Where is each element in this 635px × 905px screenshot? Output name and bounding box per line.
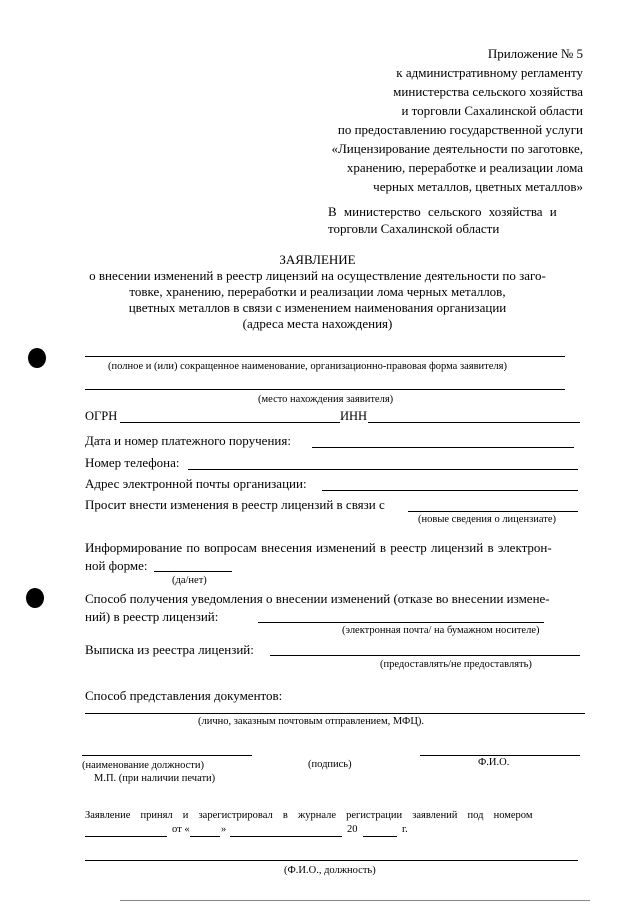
change-request-hint: (новые сведения о лицензиате): [418, 514, 556, 525]
notification-method-label: Способ получения уведомления о внесении изменений (отказе во внесении измене-: [85, 591, 550, 606]
addressee-line: торговли Сахалинской области: [328, 221, 500, 236]
electronic-info-label-cont: ной форме:: [85, 558, 148, 573]
registration-year-prefix: 20: [347, 824, 358, 835]
registry-extract-label: Выписка из реестра лицензий:: [85, 642, 254, 657]
page-edge: [120, 900, 590, 901]
applicant-name-field[interactable]: [85, 356, 565, 357]
payment-order-label: Дата и номер платежного поручения:: [85, 433, 291, 448]
notification-method-hint: (электронная почта/ на бумажном носителе): [342, 625, 540, 636]
registry-extract-hint: (предоставлять/не предоставлять): [380, 659, 532, 670]
appendix-line: министерства сельского хозяйства: [393, 84, 583, 99]
notification-method-label-cont: ний) в реестр лицензий:: [85, 609, 219, 624]
form-subtitle-line: товке, хранению, переработки и реализации лома черных металлов,: [129, 284, 506, 299]
documents-method-field[interactable]: [85, 713, 585, 714]
appendix-line: черных металлов, цветных металлов»: [373, 179, 583, 194]
registration-day-field[interactable]: [190, 836, 220, 837]
form-subtitle-line: о внесении изменений в реестр лицензий на осуществление деятельности по заго-: [89, 268, 546, 283]
form-subtitle-line: (адреса места нахождения): [242, 316, 393, 331]
ogrn-field[interactable]: [120, 422, 340, 423]
position-field[interactable]: [82, 755, 252, 756]
receiver-fio-hint: (Ф.И.О., должность): [284, 865, 376, 876]
form-title: ЗАЯВЛЕНИЕ: [279, 252, 356, 267]
email-label: Адрес электронной почты организации:: [85, 476, 307, 491]
registration-number-field[interactable]: [85, 836, 167, 837]
phone-label: Номер телефона:: [85, 455, 180, 470]
fio-field[interactable]: [420, 755, 580, 756]
registration-from-label: от «: [172, 824, 190, 835]
addressee-line: В министерство сельского хозяйства и: [328, 204, 557, 219]
registration-month-field[interactable]: [230, 836, 342, 837]
position-hint: (наименование должности): [82, 760, 205, 771]
applicant-location-field[interactable]: [85, 389, 565, 390]
punch-hole-mark: [28, 348, 46, 368]
phone-field[interactable]: [188, 469, 578, 470]
inn-field[interactable]: [368, 422, 580, 423]
change-request-label: Просит внести изменения в реестр лицензий в связи с: [85, 497, 385, 512]
email-field[interactable]: [322, 490, 578, 491]
notification-method-field[interactable]: [258, 622, 544, 623]
appendix-line: и торговли Сахалинской области: [401, 103, 583, 118]
ogrn-label: ОГРН: [85, 409, 118, 423]
form-subtitle-line: цветных металлов в связи с изменением наименования организации: [128, 300, 507, 315]
registration-text: Заявление принял и зарегистрировал в журнале регистрации заявлений под номером: [85, 810, 533, 821]
payment-order-field[interactable]: [312, 447, 574, 448]
appendix-line: к административному регламенту: [396, 65, 583, 80]
registration-quote: »: [221, 824, 227, 835]
signature-hint: (подпись): [308, 759, 352, 770]
inn-label: ИНН: [340, 409, 368, 423]
appendix-line: Приложение № 5: [487, 46, 583, 61]
applicant-name-hint: (полное и (или) сокращенное наименование, организационно-правовая форма заявителя): [108, 361, 507, 372]
appendix-line: хранению, переработке и реализации лома: [346, 160, 583, 175]
electronic-info-field[interactable]: [154, 571, 232, 572]
registry-extract-field[interactable]: [270, 655, 580, 656]
registration-year-suffix: г.: [402, 824, 408, 835]
fio-hint: Ф.И.О.: [478, 757, 510, 768]
documents-method-hint: (лично, заказным почтовым отправлением, МФЦ).: [198, 716, 425, 727]
punch-hole-mark: [26, 588, 44, 608]
electronic-info-hint: (да/нет): [172, 575, 207, 586]
registration-year-field[interactable]: [363, 836, 397, 837]
stamp-hint: М.П. (при наличии печати): [94, 773, 216, 784]
applicant-location-hint: (место нахождения заявителя): [258, 394, 394, 405]
receiver-fio-field[interactable]: [85, 860, 578, 861]
documents-method-label: Способ представления документов:: [85, 688, 283, 703]
electronic-info-label: Информирование по вопросам внесения изменений в реестр лицензий в электрон-: [85, 540, 552, 555]
change-request-field[interactable]: [408, 511, 578, 512]
appendix-line: по предоставлению государственной услуги: [337, 122, 583, 137]
appendix-line: «Лицензирование деятельности по заготовке,: [331, 141, 583, 156]
